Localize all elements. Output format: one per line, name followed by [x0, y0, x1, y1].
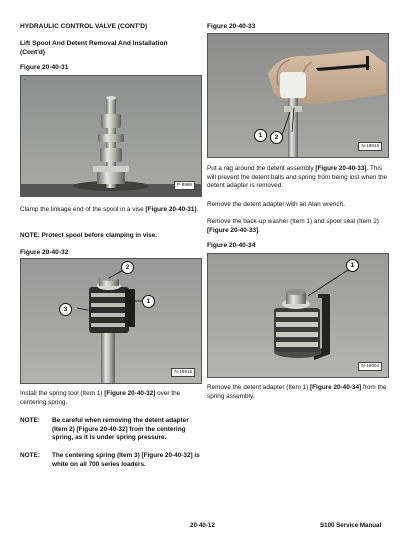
figure-32-photo-id: N-18915: [171, 368, 195, 377]
figure-33-photo-id: N-18916: [358, 142, 382, 151]
manual-title: S100 Service Manual: [320, 522, 382, 529]
figure-31-corner-mark: -: [24, 77, 26, 83]
note-protect-spool: NOTE: Protect spool before clamping in vise.: [20, 232, 158, 239]
paragraph-clamp-spool: Clamp the linkage end of the spool in a vise [Figure 20-40-31].: [20, 206, 199, 213]
section-title: HYDRAULIC CONTROL VALVE (CONT'D): [20, 23, 148, 30]
figure-31-photo: [20, 75, 202, 197]
note-detent-adapter: NOTE: Be careful when removing the detent adapter (Item 2) [Figure 20-40-32] from the centering spring, as it is under spring pressure.: [20, 417, 189, 442]
page-number: 20-40-12: [190, 522, 215, 529]
figure-33-photo: [207, 33, 389, 158]
paragraph-install-spring-tool: Install the spring tool (Item 1) [Figure 20-40-32] over the centering spring.: [20, 390, 181, 406]
note-centering-spring: NOTE: The centering spring (Item 3) [Figure 20-40-32] is white on all 700 series loaders.: [20, 452, 200, 468]
paragraph-alan-wrench: Remove the detent adapter with an Alan wrench.: [207, 201, 345, 208]
figure-32-callout: 2: [121, 261, 134, 274]
figure-31-photo-id: P-8988: [174, 181, 195, 190]
figure-33-caption: Figure 20-40-33: [207, 23, 256, 30]
figure-ref-34: [Figure 20-40-34]: [310, 384, 362, 391]
figure-ref-33b: [Figure 20-40-33]: [207, 226, 259, 234]
figure-33-callout: 2: [270, 131, 283, 144]
figure-33-callout: 1: [254, 129, 267, 142]
figure-34-photo: [207, 253, 389, 378]
paragraph-rag-detent: Put a rag around the detent assembly [Figure 20-40-33]. This will prevent the detent balls and spring from being lost when the detent adapter is removed.: [207, 165, 388, 190]
figure-31-caption: Figure 20-40-31: [20, 64, 69, 71]
figure-32-callout: 3: [59, 303, 72, 316]
figure-32-caption: Figure 20-40-32: [20, 249, 69, 256]
figure-34-callout: 1: [346, 259, 359, 272]
paragraph-backup-washer: Remove the back-up washer (Item 1) and spool seal (Item 2) [Figure 20-40-33].: [207, 218, 379, 234]
figure-32-photo: [20, 258, 202, 384]
figure-ref-33: [Figure 20-40-33]: [315, 165, 367, 172]
paragraph-remove-detent-adapter: Remove the detent adapter (Item 1) [Figure 20-40-34] from the spring assembly.: [207, 384, 387, 400]
figure-ref-31: [Figure 20-40-31]: [145, 206, 197, 213]
subsection-title: Lift Spool And Detent Removal And Installation (Cont'd): [20, 40, 168, 56]
figure-34-caption: Figure 20-40-34: [207, 242, 256, 249]
figure-32-callout: 1: [142, 295, 155, 308]
figure-ref-32: [Figure 20-40-32]: [104, 390, 156, 397]
figure-34-photo-id: N-19004: [358, 362, 382, 371]
